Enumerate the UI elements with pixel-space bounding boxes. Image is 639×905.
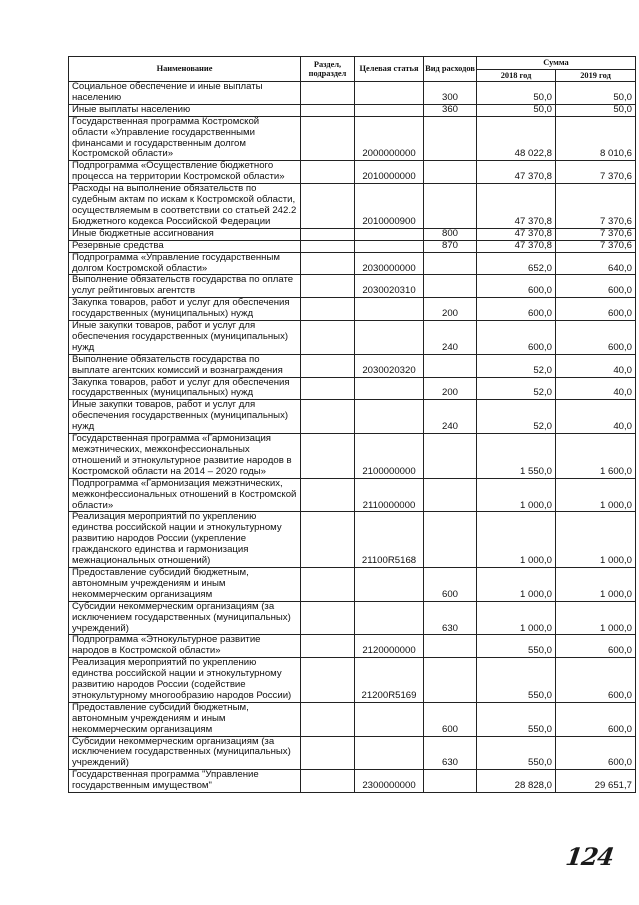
row-section	[301, 116, 355, 161]
row-name: Реализация мероприятий по укреплению единства российской нации и этнокультурному развитию народов России (содействие этнокультурному многообразию народов России)	[69, 658, 301, 703]
table-row	[69, 116, 636, 161]
row-target: 2100000000	[355, 434, 424, 479]
row-target: 2030020320	[355, 354, 424, 377]
row-type: 360	[424, 104, 477, 116]
row-target: 21200R5169	[355, 658, 424, 703]
row-sum-2018: 52,0	[477, 400, 556, 434]
row-target: 2300000000	[355, 770, 424, 793]
table-header	[69, 57, 636, 82]
table-row	[69, 601, 636, 635]
row-section	[301, 770, 355, 793]
row-section	[301, 736, 355, 770]
row-target	[355, 82, 424, 105]
table-row	[69, 567, 636, 601]
row-target	[355, 228, 424, 240]
row-name: Закупка товаров, работ и услуг для обеспечения государственных (муниципальных) нужд	[69, 298, 301, 321]
row-sum-2019: 600,0	[556, 321, 636, 355]
row-target: 2030020310	[355, 275, 424, 298]
row-target: 2000000000	[355, 116, 424, 161]
table-row	[69, 252, 636, 275]
row-name: Иные закупки товаров, работ и услуг для обеспечения государственных (муниципальных) нужд	[69, 400, 301, 434]
row-name: Предоставление субсидий бюджетным, автономным учреждениям и иным некоммерческим организациям	[69, 702, 301, 736]
header-name: Наименование	[69, 57, 301, 82]
table-row	[69, 770, 636, 793]
row-section	[301, 321, 355, 355]
row-name: Государственная программа "Управление государственным имуществом"	[69, 770, 301, 793]
row-target: 21100R5168	[355, 512, 424, 568]
row-section	[301, 434, 355, 479]
table-row	[69, 635, 636, 658]
row-type: 600	[424, 702, 477, 736]
table-row	[69, 298, 636, 321]
table-row	[69, 736, 636, 770]
row-target: 2030000000	[355, 252, 424, 275]
row-type: 240	[424, 321, 477, 355]
row-type: 870	[424, 240, 477, 252]
row-section	[301, 275, 355, 298]
row-type	[424, 658, 477, 703]
row-sum-2018: 1 000,0	[477, 478, 556, 512]
table-body	[69, 82, 636, 793]
row-target	[355, 321, 424, 355]
row-sum-2019: 600,0	[556, 736, 636, 770]
row-sum-2018: 600,0	[477, 275, 556, 298]
budget-table	[68, 56, 636, 793]
row-name: Государственная программа «Гармонизация межэтнических, межконфессиональных отношений и этнокультурное развитие народов в Костромской области на 2014 – 2020 годы»	[69, 434, 301, 479]
row-sum-2018: 50,0	[477, 82, 556, 105]
row-type: 200	[424, 298, 477, 321]
row-section	[301, 635, 355, 658]
row-type	[424, 161, 477, 184]
row-name: Расходы на выполнение обязательств по судебным актам по искам к Костромской области, осуществляемым в соответствии со статьей 242.2 Бюджетного кодекса Российской Федерации	[69, 184, 301, 229]
row-name: Субсидии некоммерческим организациям (за исключением государственных (муниципальных) учреждений)	[69, 736, 301, 770]
row-sum-2019: 7 370,6	[556, 161, 636, 184]
table-row	[69, 228, 636, 240]
table-row	[69, 104, 636, 116]
row-name: Закупка товаров, работ и услуг для обеспечения государственных (муниципальных) нужд	[69, 377, 301, 400]
table-row	[69, 184, 636, 229]
row-target: 2010000900	[355, 184, 424, 229]
row-sum-2019: 600,0	[556, 702, 636, 736]
table-row	[69, 321, 636, 355]
row-sum-2019: 40,0	[556, 354, 636, 377]
table-row	[69, 240, 636, 252]
row-sum-2018: 1 000,0	[477, 567, 556, 601]
row-sum-2019: 40,0	[556, 400, 636, 434]
table-row	[69, 82, 636, 105]
row-target: 2120000000	[355, 635, 424, 658]
row-sum-2019: 8 010,6	[556, 116, 636, 161]
row-type	[424, 184, 477, 229]
row-sum-2018: 550,0	[477, 635, 556, 658]
header-sum: Сумма	[477, 57, 636, 70]
row-section	[301, 104, 355, 116]
row-sum-2019: 7 370,6	[556, 240, 636, 252]
row-sum-2018: 47 370,8	[477, 240, 556, 252]
row-type	[424, 512, 477, 568]
row-sum-2019: 1 000,0	[556, 601, 636, 635]
row-sum-2018: 50,0	[477, 104, 556, 116]
row-name: Подпрограмма «Осуществление бюджетного процесса на территории Костромской области»	[69, 161, 301, 184]
header-type: Вид расходов	[424, 57, 477, 82]
row-type: 630	[424, 736, 477, 770]
row-section	[301, 702, 355, 736]
row-target: 2010000000	[355, 161, 424, 184]
row-type	[424, 252, 477, 275]
table-row	[69, 434, 636, 479]
table-row	[69, 400, 636, 434]
row-sum-2018: 52,0	[477, 354, 556, 377]
row-type	[424, 635, 477, 658]
row-sum-2018: 550,0	[477, 658, 556, 703]
row-sum-2019: 1 000,0	[556, 567, 636, 601]
row-sum-2018: 48 022,8	[477, 116, 556, 161]
row-target: 2110000000	[355, 478, 424, 512]
row-sum-2018: 1 550,0	[477, 434, 556, 479]
row-name: Государственная программа Костромской области «Управление государственными финансами и государственным долгом Костромской области»	[69, 116, 301, 161]
row-sum-2019: 40,0	[556, 377, 636, 400]
header-year-2019: 2019 год	[556, 69, 636, 82]
table-row	[69, 161, 636, 184]
row-name: Реализация мероприятий по укреплению единства российской нации и этнокультурному развитию народов России (укрепление гражданского единства и гармонизация межнациональных отношений)	[69, 512, 301, 568]
row-section	[301, 658, 355, 703]
row-target	[355, 377, 424, 400]
row-target	[355, 240, 424, 252]
budget-sheet	[68, 56, 635, 793]
row-name: Предоставление субсидий бюджетным, автономным учреждениям и иным некоммерческим организациям	[69, 567, 301, 601]
table-row	[69, 354, 636, 377]
row-sum-2018: 550,0	[477, 702, 556, 736]
row-section	[301, 567, 355, 601]
row-section	[301, 184, 355, 229]
row-sum-2018: 600,0	[477, 298, 556, 321]
table-row	[69, 275, 636, 298]
header-year-2018: 2018 год	[477, 69, 556, 82]
row-name: Резервные средства	[69, 240, 301, 252]
row-sum-2018: 600,0	[477, 321, 556, 355]
row-type	[424, 478, 477, 512]
row-sum-2019: 1 600,0	[556, 434, 636, 479]
row-type: 300	[424, 82, 477, 105]
row-sum-2019: 29 651,7	[556, 770, 636, 793]
row-section	[301, 512, 355, 568]
row-section	[301, 601, 355, 635]
row-section	[301, 478, 355, 512]
header-target: Целевая статья	[355, 57, 424, 82]
row-sum-2018: 1 000,0	[477, 601, 556, 635]
row-sum-2018: 52,0	[477, 377, 556, 400]
row-name: Иные выплаты населению	[69, 104, 301, 116]
row-name: Подпрограмма «Управление государственным долгом Костромской области»	[69, 252, 301, 275]
row-type: 800	[424, 228, 477, 240]
row-target	[355, 298, 424, 321]
row-section	[301, 354, 355, 377]
handwritten-page-number: 124	[563, 842, 616, 871]
row-sum-2019: 600,0	[556, 635, 636, 658]
row-sum-2019: 640,0	[556, 252, 636, 275]
row-name: Подпрограмма «Этнокультурное развитие народов в Костромской области»	[69, 635, 301, 658]
row-name: Социальное обеспечение и иные выплаты населению	[69, 82, 301, 105]
row-sum-2018: 47 370,8	[477, 228, 556, 240]
table-row	[69, 658, 636, 703]
row-sum-2019: 50,0	[556, 104, 636, 116]
row-type	[424, 354, 477, 377]
row-section	[301, 377, 355, 400]
row-sum-2019: 600,0	[556, 298, 636, 321]
row-section	[301, 298, 355, 321]
row-name: Субсидии некоммерческим организациям (за исключением государственных (муниципальных) учреждений)	[69, 601, 301, 635]
row-type: 630	[424, 601, 477, 635]
row-type: 600	[424, 567, 477, 601]
row-sum-2019: 50,0	[556, 82, 636, 105]
row-type	[424, 770, 477, 793]
row-target	[355, 736, 424, 770]
row-type	[424, 434, 477, 479]
row-sum-2018: 550,0	[477, 736, 556, 770]
row-target	[355, 702, 424, 736]
row-name: Выполнение обязательств государства по выплате агентских комиссий и вознаграждения	[69, 354, 301, 377]
row-sum-2019: 600,0	[556, 658, 636, 703]
row-type: 240	[424, 400, 477, 434]
row-sum-2018: 28 828,0	[477, 770, 556, 793]
table-row	[69, 702, 636, 736]
row-sum-2019: 600,0	[556, 275, 636, 298]
row-sum-2019: 1 000,0	[556, 478, 636, 512]
row-name: Подпрограмма «Гармонизация межэтнических, межконфессиональных отношений в Костромской области»	[69, 478, 301, 512]
row-sum-2018: 1 000,0	[477, 512, 556, 568]
row-sum-2018: 652,0	[477, 252, 556, 275]
row-sum-2019: 1 000,0	[556, 512, 636, 568]
row-name: Иные бюджетные ассигнования	[69, 228, 301, 240]
row-type: 200	[424, 377, 477, 400]
header-section: Раздел, подраздел	[301, 57, 355, 82]
row-type	[424, 116, 477, 161]
table-row	[69, 377, 636, 400]
row-target	[355, 567, 424, 601]
row-section	[301, 252, 355, 275]
row-target	[355, 104, 424, 116]
row-sum-2019: 7 370,6	[556, 228, 636, 240]
row-section	[301, 400, 355, 434]
row-section	[301, 228, 355, 240]
row-sum-2018: 47 370,8	[477, 161, 556, 184]
row-section	[301, 161, 355, 184]
row-sum-2019: 7 370,6	[556, 184, 636, 229]
row-target	[355, 601, 424, 635]
row-name: Выполнение обязательств государства по оплате услуг рейтинговых агентств	[69, 275, 301, 298]
row-target	[355, 400, 424, 434]
row-sum-2018: 47 370,8	[477, 184, 556, 229]
table-row	[69, 478, 636, 512]
row-name: Иные закупки товаров, работ и услуг для обеспечения государственных (муниципальных) нужд	[69, 321, 301, 355]
row-type	[424, 275, 477, 298]
row-section	[301, 240, 355, 252]
table-row	[69, 512, 636, 568]
row-section	[301, 82, 355, 105]
